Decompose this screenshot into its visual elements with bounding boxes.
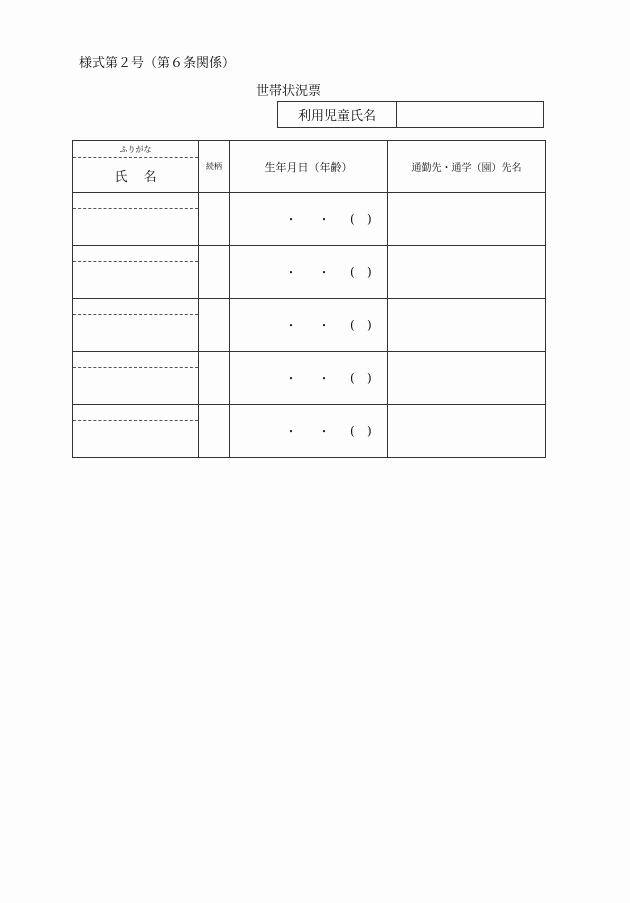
age-paren-open: ( [350,424,355,438]
relationship-header: 続柄 [199,141,230,193]
age-paren-open: ( [350,265,355,279]
workplace-field[interactable] [388,246,546,299]
workplace-field[interactable] [388,193,546,246]
workplace-header: 通勤先・通学（園）先名 [388,141,546,193]
date-separator: ・ [318,424,331,439]
household-table [72,140,546,458]
name-cell [73,299,199,352]
name-cell [73,352,199,405]
date-separator: ・ [285,318,298,333]
relationship-field[interactable] [199,246,230,299]
workplace-field[interactable] [388,405,546,458]
age-paren-close: ) [367,371,372,385]
furigana-field[interactable] [73,246,198,262]
name-field[interactable] [73,262,198,298]
name-field[interactable] [73,421,198,457]
date-separator: ・ [285,265,298,280]
birth-date-field[interactable] [230,405,388,458]
table-row [73,246,546,299]
name-cell [73,193,199,246]
name-field[interactable] [73,315,198,351]
workplace-field[interactable] [388,299,546,352]
age-paren-close: ) [367,318,372,332]
name-header: 氏名 [114,169,173,185]
date-separator: ・ [285,371,298,386]
furigana-header: ふりがな [73,141,198,158]
workplace-field[interactable] [388,352,546,405]
date-separator: ・ [318,371,331,386]
child-name-field[interactable] [397,102,543,127]
table-row [73,405,546,458]
furigana-field[interactable] [73,299,198,315]
name-field[interactable] [73,368,198,404]
child-name-label: 利用児童氏名 [278,102,397,127]
form-number: 様式第２号（第６条関係） [79,56,236,71]
birth-date-field[interactable] [230,352,388,405]
date-separator: ・ [318,318,331,333]
age-paren-close: ) [367,424,372,438]
age-paren-open: ( [350,212,355,226]
relationship-field[interactable] [199,352,230,405]
date-separator: ・ [318,265,331,280]
furigana-field[interactable] [73,193,198,209]
birth-date-field[interactable] [230,193,388,246]
date-separator: ・ [318,212,331,227]
name-cell [73,405,199,458]
relationship-field[interactable] [199,299,230,352]
name-header-cell [73,141,199,193]
furigana-field[interactable] [73,352,198,368]
date-separator: ・ [285,212,298,227]
table-row [73,193,546,246]
table-row [73,299,546,352]
furigana-field[interactable] [73,405,198,421]
birth-date-field[interactable] [230,246,388,299]
birth-date-field[interactable] [230,299,388,352]
relationship-field[interactable] [199,193,230,246]
age-paren-open: ( [350,318,355,332]
birth-date-header: 生年月日（年齢） [230,141,388,193]
age-paren-close: ) [367,212,372,226]
date-separator: ・ [285,424,298,439]
relationship-field[interactable] [199,405,230,458]
child-name-box [277,101,544,128]
age-paren-close: ) [367,265,372,279]
name-cell [73,246,199,299]
table-header-row [73,141,546,193]
name-field[interactable] [73,209,198,245]
age-paren-open: ( [350,371,355,385]
document-title: 世帯状況票 [256,84,322,99]
table-row [73,352,546,405]
